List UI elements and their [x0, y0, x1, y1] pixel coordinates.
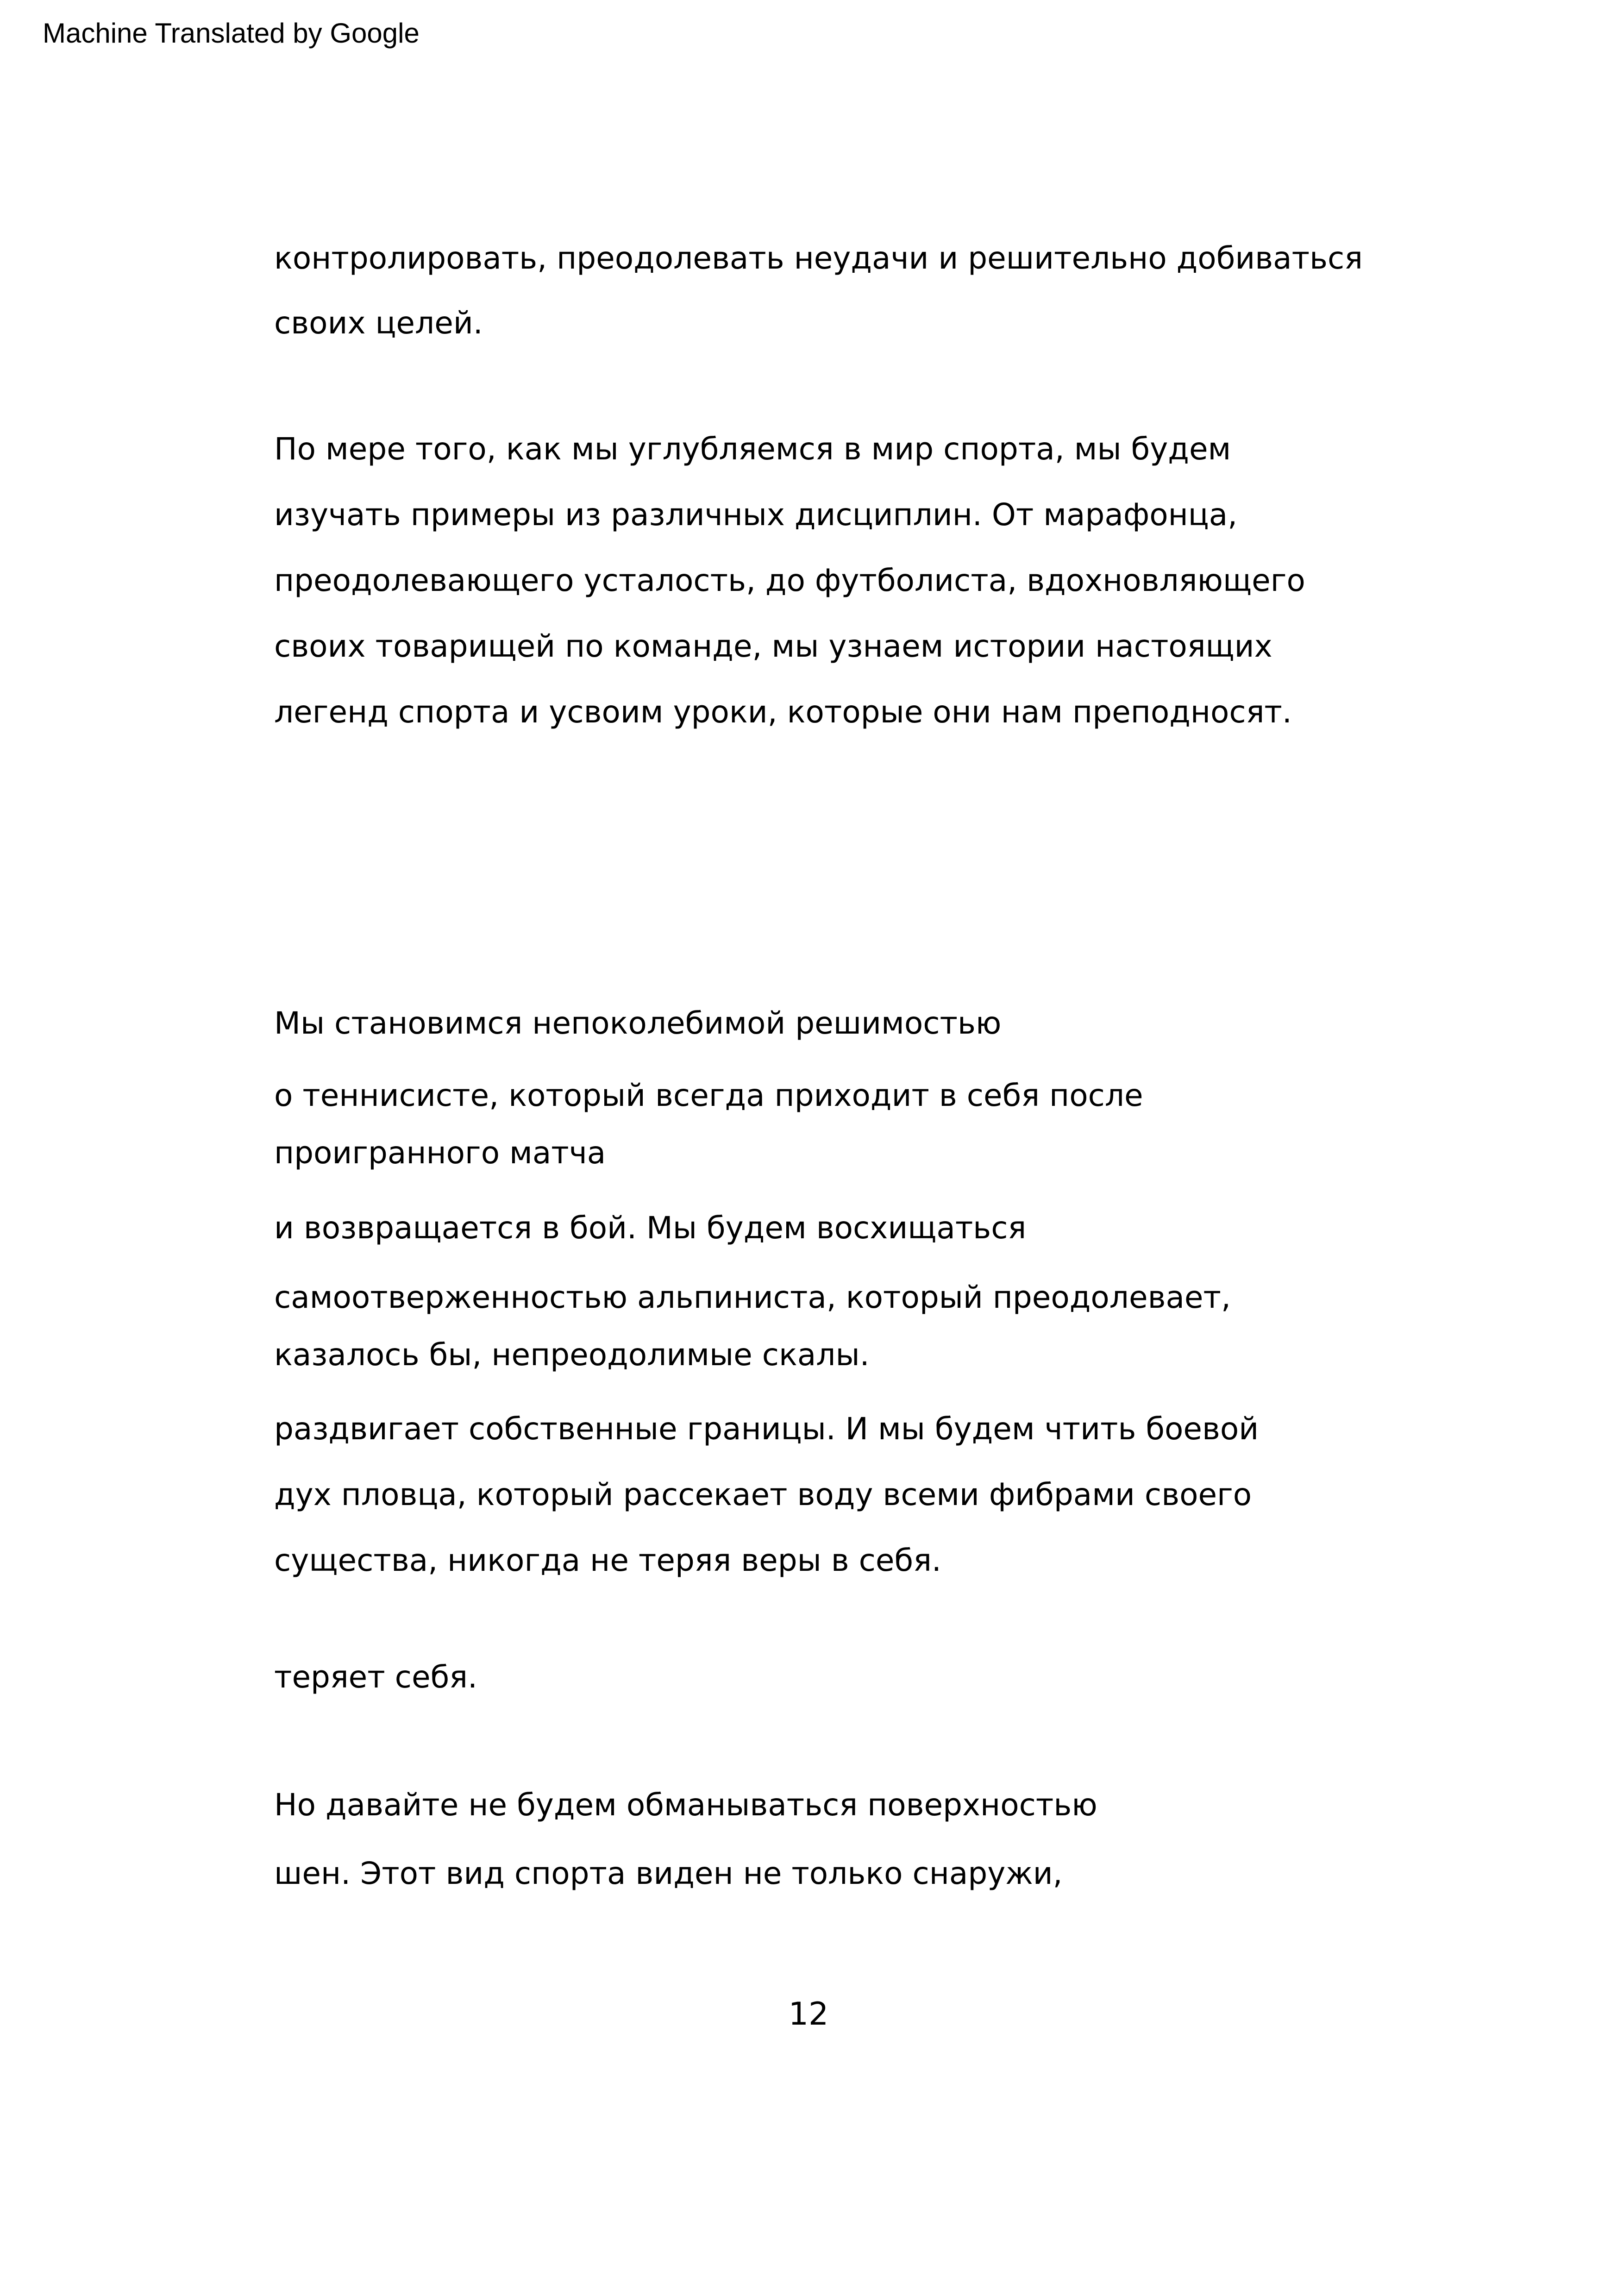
- machine-translation-banner: Machine Translated by Google: [43, 18, 420, 49]
- text-line: своих целей.: [274, 305, 483, 341]
- text-line: Но давайте не будем обманываться поверхностью: [274, 1787, 1097, 1823]
- text-line: своих товарищей по команде, мы узнаем истории настоящих: [274, 628, 1272, 664]
- text-line: шен. Этот вид спорта виден не только снаружи,: [274, 1856, 1063, 1891]
- text-line: дух пловца, который рассекает воду всеми фибрами своего: [274, 1477, 1252, 1512]
- text-line: теряет себя.: [274, 1659, 477, 1695]
- text-line: проигранного матча: [274, 1135, 606, 1171]
- text-line: и возвращается в бой. Мы будем восхищаться: [274, 1210, 1027, 1246]
- text-line: изучать примеры из различных дисциплин. От марафонца,: [274, 497, 1238, 533]
- text-line: контролировать, преодолевать неудачи и решительно добиваться: [274, 240, 1363, 276]
- text-line: раздвигает собственные границы. И мы будем чтить боевой: [274, 1411, 1259, 1447]
- text-line: существа, никогда не теряя веры в себя.: [274, 1543, 941, 1578]
- text-line: самоотверженностью альпиниста, который преодолевает,: [274, 1280, 1231, 1315]
- text-line: По мере того, как мы углубляемся в мир спорта, мы будем: [274, 431, 1231, 467]
- text-line: о теннисисте, который всегда приходит в себя после: [274, 1078, 1143, 1113]
- text-line: Мы становимся непоколебимой решимостью: [274, 1005, 1002, 1041]
- page-number: 12: [788, 1996, 829, 2033]
- text-line: легенд спорта и усвоим уроки, которые они нам преподносят.: [274, 694, 1292, 730]
- text-line: преодолевающего усталость, до футболиста, вдохновляющего: [274, 563, 1305, 598]
- text-line: казалось бы, непреодолимые скалы.: [274, 1337, 870, 1373]
